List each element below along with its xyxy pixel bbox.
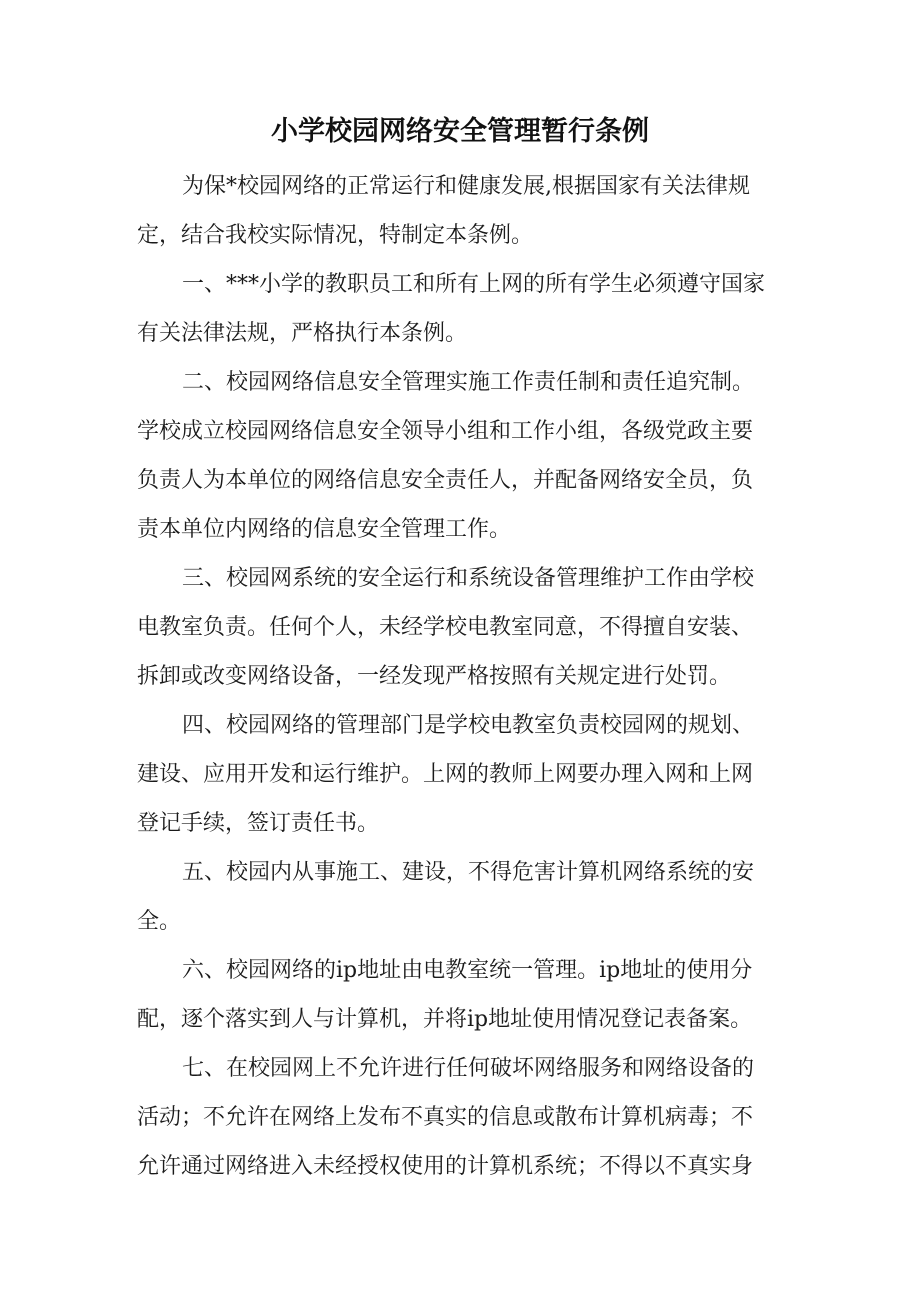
text-line: 配，逐个落实到人与计算机，并将ip地址使用情况登记表备案。	[137, 1007, 753, 1032]
text-line: 五、校园内从事施工、建设，不得危害计算机网络系统的安	[182, 860, 755, 885]
text-line: 定，结合我校实际情况，特制定本条例。	[137, 223, 534, 248]
text-line: 负责人为本单位的网络信息安全责任人，并配备网络安全员，负	[137, 468, 754, 493]
text-line: 电教室负责。任何个人，未经学校电教室同意，不得擅自安装、	[137, 615, 754, 640]
text-line: 责本单位内网络的信息安全管理工作。	[137, 517, 512, 542]
text-line: 允许通过网络进入未经授权使用的计算机系统；不得以不真实身	[137, 1154, 754, 1179]
text-line: 六、校园网络的ip地址由电教室统一管理。ip地址的使用分	[182, 958, 753, 983]
text-line: 四、校园网络的管理部门是学校电教室负责校园网的规划、	[182, 713, 755, 738]
text-line: 全。	[137, 909, 182, 934]
document-body	[137, 162, 801, 1191]
text-line: 一、***小学的教职员工和所有上网的所有学生必须遵守国家	[182, 272, 766, 297]
text-line: 活动；不允许在网络上发布不真实的信息或散布计算机病毒；不	[137, 1105, 754, 1130]
text-line: 学校成立校园网络信息安全领导小组和工作小组，各级党政主要	[137, 419, 754, 444]
text-line: 七、在校园网上不允许进行任何破坏网络服务和网络设备的	[182, 1056, 755, 1081]
text-line: 拆卸或改变网络设备，一经发现严格按照有关规定进行处罚。	[137, 664, 732, 689]
text-line: 为保*校园网络的正常运行和健康发展,根据国家有关法律规	[182, 174, 750, 199]
text-line: 登记手续，签订责任书。	[137, 811, 380, 836]
text-line: 二、校园网络信息安全管理实施工作责任制和责任追究制。	[182, 370, 755, 395]
document-title: 小学校园网络安全管理暂行条例	[271, 116, 649, 147]
text-line: 建设、应用开发和运行维护。上网的教师上网要办理入网和上网	[137, 762, 754, 787]
text-line: 有关法律法规，严格执行本条例。	[137, 321, 468, 346]
text-line: 三、校园网系统的安全运行和系统设备管理维护工作由学校	[182, 566, 755, 591]
